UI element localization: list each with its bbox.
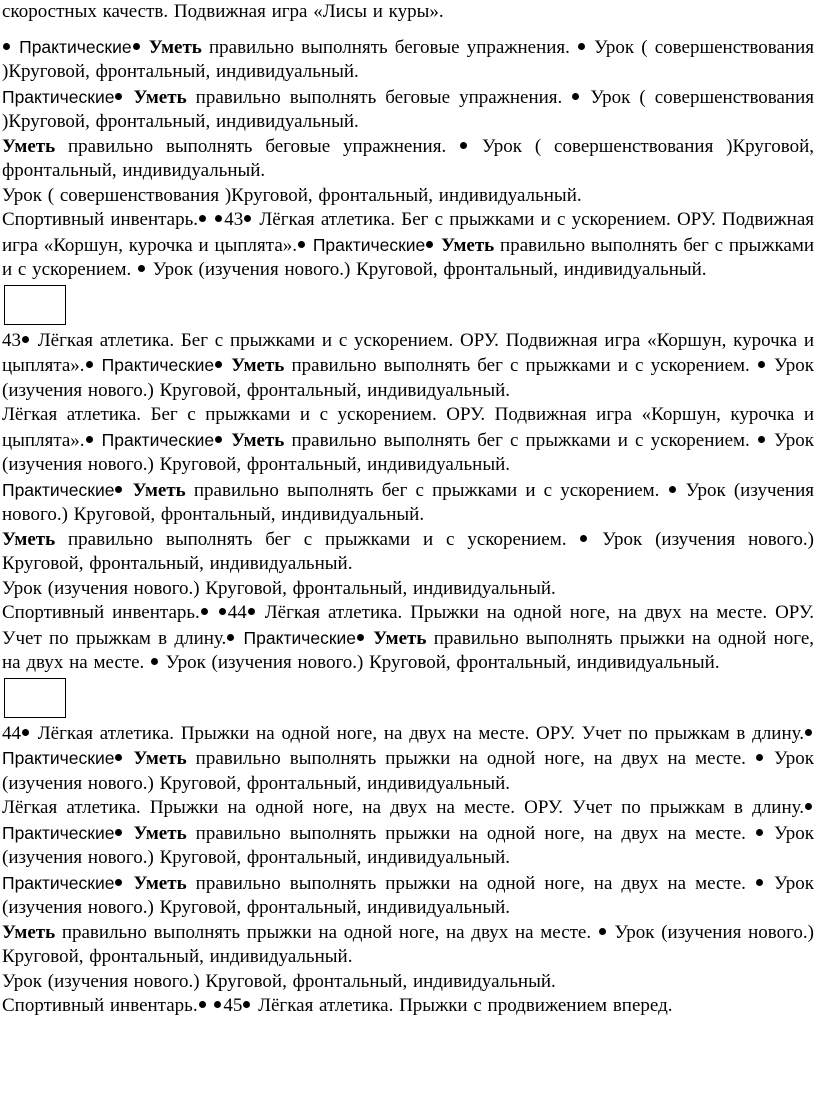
bullet-icon bbox=[151, 658, 158, 665]
bullet-icon bbox=[298, 241, 305, 248]
paragraph bbox=[2, 478, 814, 528]
bullet-icon bbox=[599, 928, 606, 935]
bullet-icon bbox=[669, 486, 676, 493]
text: Урок (изучения нового.) Круговой, фронтальный, индивидуальный. bbox=[2, 970, 556, 992]
spacer bbox=[2, 25, 814, 35]
text: Урок (изучения нового.) Круговой, фронтальный, индивидуальный. bbox=[2, 528, 814, 574]
text: Лёгкая атлетика. Бег с прыжками и с ускорением. ОРУ. Подвижная игра «Коршун, курочка и цыплята». bbox=[2, 329, 814, 376]
text: Урок (изучения нового.) Круговой, фронтальный, индивидуальный. bbox=[2, 872, 814, 918]
lesson-number: 43 bbox=[224, 209, 244, 230]
paragraph bbox=[2, 35, 814, 85]
text: Урок ( совершенствования )Круговой, фронтальный, индивидуальный. bbox=[2, 86, 815, 132]
text: Урок (изучения нового.) Круговой, фронтальный, индивидуальный. bbox=[2, 479, 815, 525]
bullet-icon bbox=[115, 93, 122, 100]
bullet-icon bbox=[758, 361, 765, 368]
paragraph bbox=[2, 329, 814, 404]
bold-text: Уметь bbox=[133, 748, 187, 769]
bullet-icon bbox=[578, 43, 585, 50]
lesson-number: 44 bbox=[2, 722, 21, 744]
bullet-icon bbox=[756, 754, 763, 761]
bullet-icon bbox=[756, 879, 763, 886]
text: Урок ( совершенствования )Круговой, фронтальный, индивидуальный. bbox=[2, 184, 582, 206]
bullet-icon bbox=[133, 43, 140, 50]
text: Лёгкая атлетика. Бег с прыжками и с ускорением. ОРУ. Подвижная игра «Коршун, курочка и цыплята». bbox=[2, 209, 814, 256]
text: Спортивный инвентарь. bbox=[2, 209, 199, 230]
bullet-icon bbox=[199, 1001, 206, 1008]
text: Спортивный инвентарь. bbox=[2, 602, 200, 623]
text: правильно выполнять бег с прыжками и с ускорением. bbox=[2, 234, 815, 280]
paragraph bbox=[2, 403, 814, 478]
text: Урок (изучения нового.) Круговой, фронтальный, индивидуальный. bbox=[2, 577, 556, 599]
text: правильно выполнять беговые упражнения. bbox=[201, 36, 578, 58]
bullet-icon bbox=[805, 803, 812, 810]
paragraph bbox=[2, 0, 814, 25]
text: Лёгкая атлетика. Прыжки на одной ноге, на двух на месте. ОРУ. Учет по прыжкам в длину. bbox=[2, 602, 814, 649]
bold-text: Уметь bbox=[231, 429, 285, 451]
paragraph bbox=[2, 528, 814, 577]
bold-text: Уметь bbox=[133, 822, 187, 844]
text: правильно выполнять бег с прыжками и с ускорением. bbox=[284, 355, 757, 376]
bullet-icon bbox=[86, 436, 93, 443]
paragraph bbox=[2, 135, 814, 184]
text: Практические bbox=[2, 748, 115, 768]
text: Практические bbox=[2, 872, 115, 893]
bullet-icon bbox=[215, 436, 222, 443]
text: Практические bbox=[2, 822, 115, 843]
bullet-icon bbox=[215, 215, 222, 222]
bullet-icon bbox=[805, 729, 812, 736]
bullet-icon bbox=[215, 361, 222, 368]
bullet-icon bbox=[22, 729, 29, 736]
bullet-icon bbox=[243, 1001, 250, 1008]
paragraph bbox=[2, 85, 814, 135]
bullet-icon bbox=[572, 93, 579, 100]
text: правильно выполнять бег с прыжками и с ускорением. bbox=[284, 429, 750, 451]
text: скоростных качеств. Подвижная игра «Лисы и куры». bbox=[2, 1, 444, 22]
text: Урок (изучения нового.) Круговой, фронтальный, индивидуальный. bbox=[2, 822, 814, 868]
paragraph bbox=[2, 208, 814, 283]
bullet-icon bbox=[248, 608, 255, 615]
text: Лёгкая атлетика. Прыжки с продвижением вперед. bbox=[252, 995, 673, 1016]
paragraph bbox=[2, 871, 814, 921]
text: правильно выполнять беговые упражнения. bbox=[55, 135, 460, 157]
text: Практические bbox=[101, 429, 215, 450]
bullet-icon bbox=[357, 634, 364, 641]
text: Урок (изучения нового.) Круговой, фронтальный, индивидуальный. bbox=[2, 355, 815, 401]
bullet-icon bbox=[460, 142, 467, 149]
bold-text: Уметь bbox=[231, 355, 285, 376]
bold-text: Уметь bbox=[441, 234, 495, 256]
paragraph bbox=[2, 577, 814, 602]
text: правильно выполнять прыжки на одной ноге, на двух на месте. bbox=[186, 748, 755, 769]
paragraph bbox=[2, 970, 814, 995]
paragraph bbox=[2, 796, 814, 871]
paragraph bbox=[2, 722, 814, 797]
text: Урок ( совершенствования )Круговой, фронтальный, индивидуальный. bbox=[2, 135, 815, 181]
lesson-number: 45 bbox=[223, 995, 243, 1016]
bold-text: Уметь bbox=[132, 479, 186, 501]
bullet-icon bbox=[214, 1001, 221, 1008]
bullet-icon bbox=[138, 265, 145, 272]
text: Урок (изучения нового.) Круговой, фронтальный, индивидуальный. bbox=[2, 921, 814, 967]
bold-text: Уметь bbox=[133, 872, 187, 894]
lesson-number: 43 bbox=[2, 329, 21, 351]
bullet-icon bbox=[756, 829, 763, 836]
bold-text: Уметь bbox=[2, 528, 56, 550]
paragraph bbox=[2, 994, 814, 1019]
text: Урок (изучения нового.) Круговой, фронтальный, индивидуальный. bbox=[160, 652, 720, 673]
text: правильно выполнять прыжки на одной ноге, на двух на месте. bbox=[186, 872, 746, 894]
bullet-icon bbox=[219, 608, 226, 615]
text: Лёгкая атлетика. Бег с прыжками и с ускорением. ОРУ. Подвижная игра «Коршун, курочка и цыплята». bbox=[2, 404, 814, 451]
bullet-icon bbox=[3, 43, 10, 50]
bullet-icon bbox=[758, 436, 765, 443]
text: Лёгкая атлетика. Прыжки на одной ноге, на двух на месте. ОРУ. Учет по прыжкам в длину. bbox=[2, 797, 804, 818]
text: Практические bbox=[19, 36, 132, 57]
text: Урок (изучения нового.) Круговой, фронтальный, индивидуальный. bbox=[2, 748, 814, 794]
bullet-icon bbox=[580, 535, 587, 542]
bullet-icon bbox=[227, 634, 234, 641]
text: правильно выполнять прыжки на одной ноге, на двух на месте. bbox=[186, 822, 755, 844]
bullet-icon bbox=[115, 879, 122, 886]
text: Практические bbox=[101, 355, 215, 375]
bullet-icon bbox=[199, 215, 206, 222]
bullet-icon bbox=[115, 754, 122, 761]
text: правильно выполнять бег с прыжками и с ускорением. bbox=[55, 528, 580, 550]
text: правильно выполнять беговые упражнения. bbox=[186, 86, 572, 108]
text: Практические bbox=[2, 479, 115, 500]
bullet-icon bbox=[86, 361, 93, 368]
text: Спортивный инвентарь. bbox=[2, 995, 198, 1016]
text: правильно выполнять прыжки на одной ноге, на двух на месте. bbox=[2, 627, 815, 673]
text: правильно выполнять прыжки на одной ноге, на двух на месте. bbox=[55, 921, 598, 943]
paragraph bbox=[2, 601, 814, 676]
bullet-icon bbox=[201, 608, 208, 615]
bullet-icon bbox=[115, 486, 122, 493]
text: Практические bbox=[2, 86, 115, 107]
empty-cell-box bbox=[4, 678, 66, 718]
text: правильно выполнять бег с прыжками и с ускорением. bbox=[185, 479, 668, 501]
bold-text: Уметь bbox=[148, 36, 202, 58]
bold-text: Уметь bbox=[2, 135, 56, 157]
bullet-icon bbox=[244, 215, 251, 222]
bold-text: Уметь bbox=[373, 627, 427, 649]
paragraph bbox=[2, 921, 814, 970]
text: Практические bbox=[243, 627, 356, 648]
bold-text: Уметь bbox=[2, 921, 56, 943]
text: Лёгкая атлетика. Прыжки на одной ноге, на двух на месте. ОРУ. Учет по прыжкам в длину. bbox=[31, 722, 804, 744]
paragraph bbox=[2, 184, 814, 209]
text: Урок (изучения нового.) Круговой, фронтальный, индивидуальный. bbox=[147, 259, 707, 280]
bullet-icon bbox=[426, 241, 433, 248]
bold-text: Уметь bbox=[133, 86, 187, 108]
bullet-icon bbox=[115, 829, 122, 836]
text: Урок ( совершенствования )Круговой, фронтальный, индивидуальный. bbox=[2, 36, 815, 82]
empty-cell-box bbox=[4, 285, 66, 325]
text: Практические bbox=[312, 234, 426, 255]
lesson-number: 44 bbox=[227, 602, 247, 623]
text: Урок (изучения нового.) Круговой, фронтальный, индивидуальный. bbox=[2, 429, 815, 475]
bullet-icon bbox=[22, 336, 29, 343]
